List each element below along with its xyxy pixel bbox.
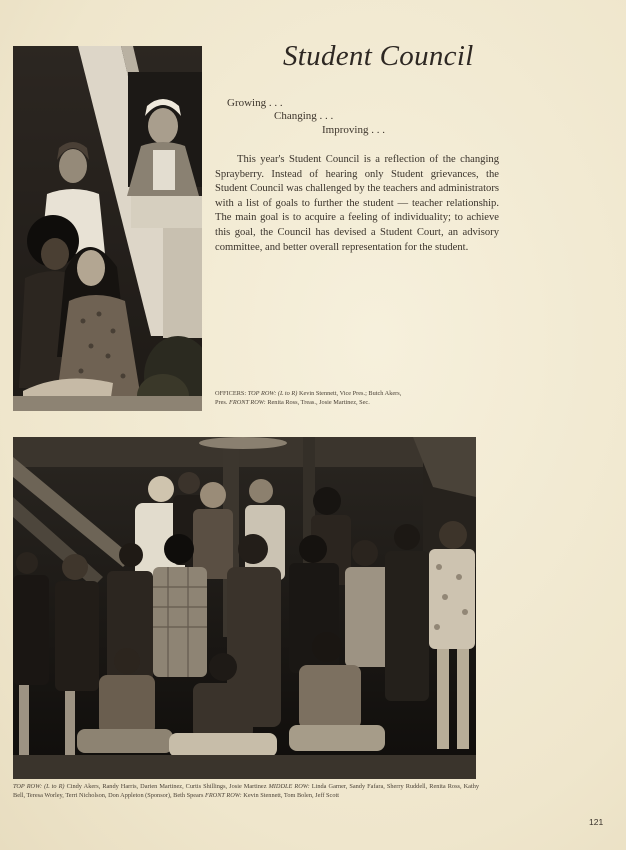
page-number: 121 (589, 817, 604, 827)
officers-caption-top-row-names: Kevin Stennett, Vice Pres.; Butch Akers, Pres. (215, 390, 402, 406)
officers-caption-label: OFFICERS: (215, 390, 247, 397)
officers-caption-top-row-label: TOP ROW: (L to R) (247, 390, 298, 397)
group-caption-top-row-names: Cindy Akers, Randy Harris, Darien Martinez, Curtis Shillings, Josie Martinez (66, 783, 267, 790)
officers-photo-image (13, 46, 202, 411)
group-caption (13, 782, 479, 800)
page-title: Student Council (283, 40, 474, 72)
council-group-photo-image (13, 437, 476, 779)
council-group-photo (13, 437, 476, 779)
group-caption-top-row-label: TOP ROW: (L to R) (13, 783, 65, 790)
group-caption-middle-row-names: Linda Garner, Sandy Fafara, Sherry Ruddell, Renita Ross, Kathy Bell, Teresa Worley, Terri Nicholson, Don Appleton (Sponsor), Beth Spears (13, 783, 479, 799)
officers-caption-front-row-names: Renita Ross, Treas., Josie Martinez, Sec. (267, 399, 370, 406)
group-caption-front-row-names: Kevin Stennett, Tom Bolen, Jeff Scott (243, 792, 339, 799)
slogan-changing: Changing . . . (274, 110, 334, 122)
group-caption-front-row-label: FRONT ROW: (204, 792, 242, 799)
slogan-growing: Growing . . . (227, 97, 283, 109)
group-caption-middle-row-label: MIDDLE ROW: (268, 783, 310, 790)
officers-photo (13, 46, 202, 411)
officers-caption-front-row-label: FRONT ROW: (229, 399, 266, 406)
body-paragraph: This year's Student Council is a reflection of the changing Sprayberry. Instead of hearing only Student grievances, the Student Council was challenged by the teachers and administrators with a list of goals to further the student — teacher relationship. The main goal is to acquire a feeling of individuality; to achieve this goal, the Council has devised a Student Court, an advisory committee, and better overall representation for the student. (215, 154, 499, 253)
officers-caption (215, 389, 405, 407)
slogan-improving: Improving . . . (322, 124, 385, 136)
